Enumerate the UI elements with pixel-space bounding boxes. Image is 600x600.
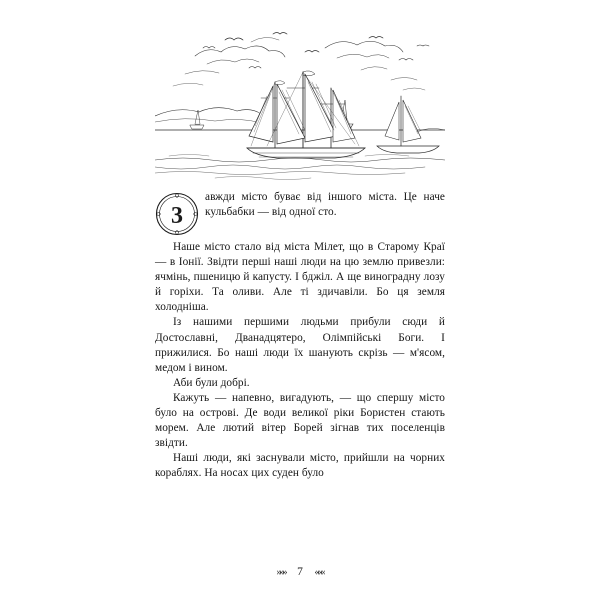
chapter-opening	[155, 190, 445, 240]
page-footer	[0, 566, 600, 578]
paragraph: Наше місто стало від міста Мілет, що в Старому Краї — в Іонії. Звідти перші наші люди на цю землю привезли: ячмінь, пшеницю й капусту. І бджіл. А ще виноградну лозу й горіхи. Та оливи. Але ті здичавіли. Бо ця земля холодніша.	[155, 241, 445, 314]
left-ornament-icon: »»»	[276, 566, 286, 578]
chapter-number-ornament	[155, 192, 199, 236]
paragraph: Кажуть — напевно, вигадують, — що спершу місто було на острові. Де води великої ріки Бористен стають морем. Але лютий вітер Борей зігнав тих поселенців звідти.	[155, 391, 445, 450]
page-number: 7	[297, 566, 303, 578]
paragraph: Із нашими першими людьми прибули сюди й Достославні, Дванадцятеро, Олімпійські Боги. І прижилися. Бо наші люди їх шанують скрізь — м'ясом, медом і вином.	[155, 316, 445, 374]
chapter-number-text: 3	[171, 203, 183, 229]
body-text-column	[155, 190, 445, 482]
sailing-ships-harbor-engraving	[155, 20, 445, 180]
paragraph: Аби були добрі.	[173, 376, 250, 389]
paragraph: авжди місто буває від іншого міста. Це наче кульбабки — від одної сто.	[205, 191, 445, 219]
paragraph: Наші люди, які заснували місто, прийшли на чорних кораблях. На носах цих суден було	[155, 452, 445, 480]
right-ornament-icon: «««	[314, 566, 324, 578]
